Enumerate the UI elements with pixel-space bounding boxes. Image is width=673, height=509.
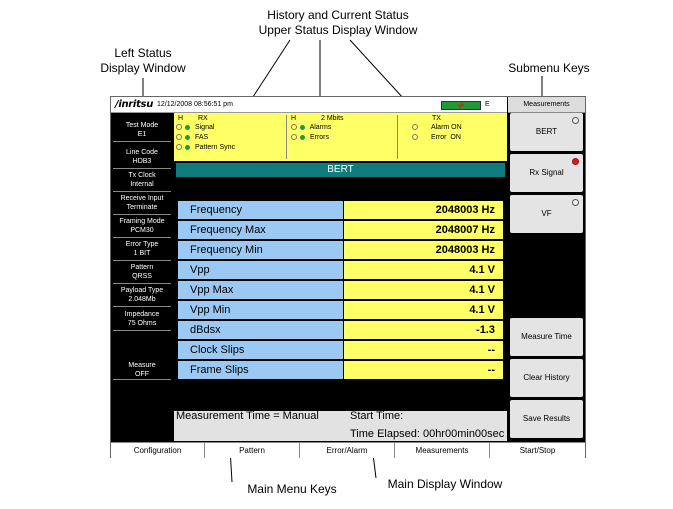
status-rx-column — [176, 115, 287, 159]
softkey-label: Rx Signal — [529, 168, 564, 177]
result-row-frequency — [178, 201, 503, 220]
left-status-value: Terminate — [126, 204, 158, 211]
left-status-label: Pattern — [130, 264, 154, 271]
callout-history-line2: Upper Status Display Window — [258, 23, 418, 37]
left-status-measure — [113, 361, 171, 382]
result-value: -- — [344, 361, 503, 379]
result-value: -1.3 — [344, 321, 503, 339]
measurement-time: Measurement Time = Manual — [176, 410, 319, 422]
history-led-icon — [291, 134, 297, 140]
left-status-label: Error Type — [125, 241, 159, 248]
tx-title: TX — [432, 115, 441, 122]
submenu-vf-button[interactable] — [510, 195, 583, 233]
left-status-value: E1 — [137, 131, 147, 138]
status-label: Error ON — [430, 134, 461, 141]
main-menu-configuration[interactable]: Configuration — [111, 443, 205, 458]
result-label: Vpp — [178, 261, 343, 279]
result-row-frequency-min — [178, 241, 503, 260]
indicator-led-icon — [572, 199, 579, 206]
result-value: 2048003 Hz — [344, 201, 503, 219]
result-value: 2048007 Hz — [344, 221, 503, 239]
current-led-icon — [300, 125, 305, 130]
tx-led-icon — [412, 134, 418, 140]
submenu-bert-button[interactable] — [510, 113, 583, 151]
charging-bolt-icon — [457, 101, 465, 110]
left-status-label: Payload Type — [120, 287, 164, 294]
softkey-label: BERT — [535, 127, 558, 136]
current-led-icon — [300, 135, 305, 140]
callout-left-line1: Left Status — [114, 46, 172, 60]
indicator-led-icon — [572, 117, 579, 124]
anritsu-logo: /inritsu — [115, 99, 154, 110]
left-status-error-type — [113, 240, 171, 261]
submenu-save-results-button[interactable]: Save Results — [510, 400, 583, 438]
result-label: Frame Slips — [178, 361, 343, 379]
result-value: 4.1 V — [344, 261, 503, 279]
left-status-pattern — [113, 263, 171, 284]
left-status-impedance — [113, 310, 171, 331]
upper-status-window — [174, 113, 507, 161]
left-status-value: 2.048Mb — [128, 296, 156, 303]
status-row-signal — [176, 124, 214, 134]
left-status-value: 75 Ohms — [127, 320, 157, 327]
submenu-clear-history-button[interactable]: Clear History — [510, 359, 583, 397]
status-label: Errors — [309, 134, 330, 141]
history-led-icon — [291, 124, 297, 130]
result-row-vpp — [178, 261, 503, 280]
left-status-label: Impedance — [124, 311, 160, 318]
result-label: Frequency Max — [178, 221, 343, 239]
history-led-icon — [176, 134, 182, 140]
main-display-window — [174, 163, 507, 409]
left-status-line-code — [113, 148, 171, 169]
battery-icon — [441, 101, 481, 110]
status-row-fas — [176, 134, 208, 144]
left-status-value: 1 BIT — [133, 250, 151, 257]
left-status-window — [111, 113, 173, 410]
left-status-value: Internal — [130, 181, 154, 188]
submenu-keys-panel — [508, 113, 585, 441]
date-time: 12/12/2008 08:56:51 pm — [157, 101, 233, 108]
left-status-label: Test Mode — [125, 122, 159, 129]
left-status-value: HDB3 — [132, 158, 152, 165]
status-2mbits-column — [287, 115, 398, 159]
battery-mark: E — [485, 101, 490, 108]
submenu-title-measurements: Measurements — [508, 97, 585, 113]
left-status-value: OFF — [113, 370, 171, 380]
status-row-pattern-sync — [176, 144, 235, 154]
result-label: Vpp Max — [178, 281, 343, 299]
2mbits-title: 2 Mbits — [321, 115, 344, 122]
left-status-label: Tx Clock — [128, 172, 156, 179]
indicator-led-active-icon — [572, 158, 579, 165]
status-label: FAS — [194, 134, 209, 141]
result-row-dbdsx — [178, 321, 503, 340]
status-label: Alarms — [309, 124, 332, 131]
result-row-clock-slips — [178, 341, 503, 360]
result-row-frequency-max — [178, 221, 503, 240]
result-row-vpp-max — [178, 281, 503, 300]
status-row-errors — [291, 134, 329, 144]
main-menu-error-alarm[interactable]: Error/Alarm — [300, 443, 395, 458]
result-row-frame-slips — [178, 361, 503, 380]
main-display-header: BERT — [176, 163, 505, 177]
history-led-icon — [176, 144, 182, 150]
main-menu-keys — [111, 442, 585, 458]
result-label: dBdsx — [178, 321, 343, 339]
current-led-icon — [185, 135, 190, 140]
start-time: Start Time: — [350, 410, 404, 422]
left-status-tx-clock — [113, 171, 171, 192]
softkey-label: VF — [541, 209, 552, 218]
left-status-receive-input — [113, 194, 171, 215]
callout-left-status — [88, 46, 198, 76]
main-menu-start-stop[interactable]: Start/Stop — [519, 446, 556, 455]
callout-history-status — [248, 8, 428, 38]
status-row-error-on — [412, 134, 461, 144]
submenu-rx-signal-button[interactable] — [510, 154, 583, 192]
left-status-label: Measure — [128, 362, 156, 369]
measurement-info-bar — [174, 411, 507, 441]
left-status-label: Receive Input — [120, 195, 164, 202]
current-led-icon — [185, 145, 190, 150]
status-tx-column — [398, 115, 505, 159]
result-label: Frequency — [178, 201, 343, 219]
left-status-payload-type — [113, 286, 171, 307]
callout-history-line1: History and Current Status — [267, 8, 409, 22]
history-marker: H — [291, 115, 297, 122]
left-status-framing-mode — [113, 217, 171, 238]
main-menu-pattern[interactable]: Pattern — [205, 443, 300, 458]
left-status-label: Framing Mode — [119, 218, 165, 225]
time-elapsed: Time Elapsed: 00hr00min00sec — [350, 428, 505, 440]
result-label: Vpp Min — [178, 301, 343, 319]
callout-left-line2: Display Window — [100, 61, 186, 75]
status-label: Signal — [194, 124, 215, 131]
title-bar — [111, 97, 507, 113]
status-row-alarms — [291, 124, 331, 134]
result-value: -- — [344, 341, 503, 359]
callout-submenu-keys: Submenu Keys — [508, 61, 590, 75]
left-status-value: PCM30 — [130, 227, 154, 234]
result-value: 2048003 Hz — [344, 241, 503, 259]
left-status-value: QRSS — [132, 273, 152, 280]
result-label: Frequency Min — [178, 241, 343, 259]
status-label: Alarm ON — [430, 124, 462, 131]
left-status-label: Line Code — [126, 149, 158, 156]
status-label: Pattern Sync — [194, 144, 236, 151]
status-row-alarm-on — [412, 124, 462, 134]
rx-title: RX — [198, 115, 208, 122]
result-value: 4.1 V — [344, 281, 503, 299]
callout-main-display: Main Display Window — [387, 477, 503, 491]
main-menu-measurements[interactable]: Measurements — [395, 443, 490, 458]
current-led-icon — [185, 125, 190, 130]
submenu-measure-time-button[interactable]: Measure Time — [510, 318, 583, 356]
callout-main-menu-keys: Main Menu Keys — [247, 482, 337, 496]
tx-led-icon — [412, 124, 418, 130]
instrument-screen — [110, 96, 586, 458]
result-label: Clock Slips — [178, 341, 343, 359]
left-status-test-mode — [113, 121, 171, 142]
result-row-vpp-min — [178, 301, 503, 320]
result-value: 4.1 V — [344, 301, 503, 319]
history-marker: H — [178, 115, 184, 122]
history-led-icon — [176, 124, 182, 130]
